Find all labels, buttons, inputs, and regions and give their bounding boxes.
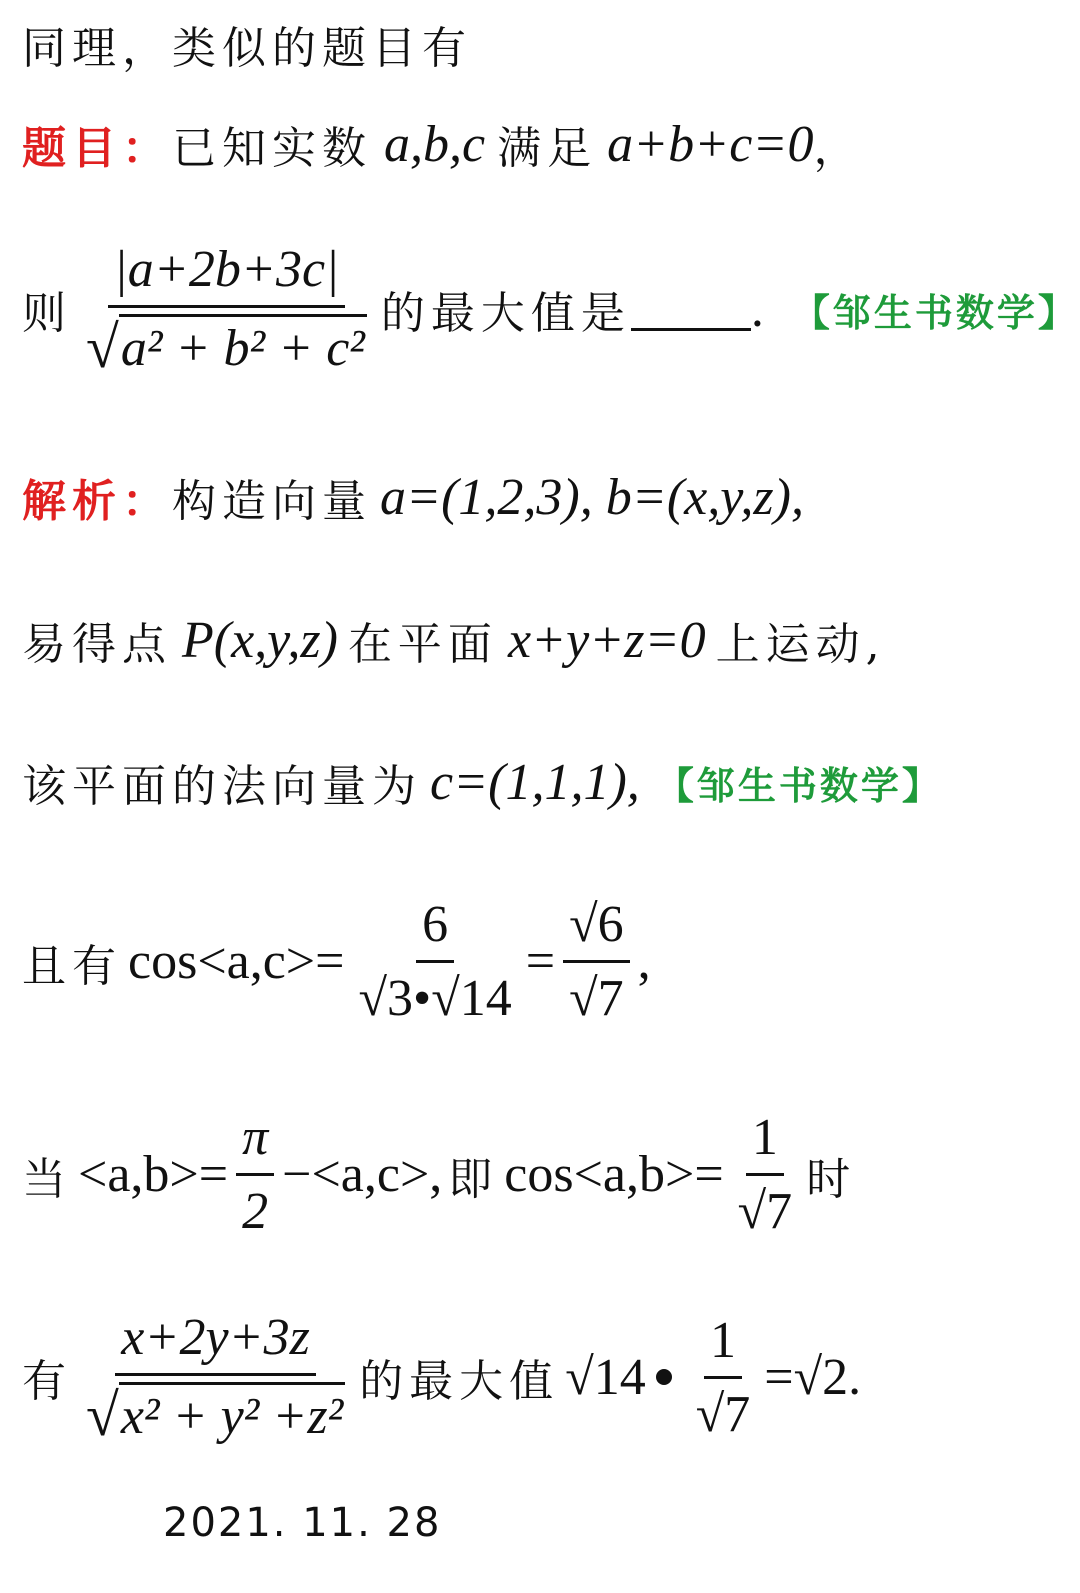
solution-s5-text1: 当 [22, 1153, 72, 1205]
solution-s6-text2: 的最大值 [359, 1356, 560, 1407]
intro-line [22, 12, 472, 76]
solution-s4-fraction-1: $\frac{6}{√3•√14}$ [358, 896, 512, 1027]
solution-label: 解析： [22, 476, 172, 527]
solution-s6-fraction-1: x+2y+3z √ x² + y² +z² [86, 1309, 344, 1449]
problem-line-1 [22, 112, 863, 176]
solution-s4-end: , [637, 933, 651, 990]
problem-line-2 [22, 240, 1079, 381]
solution-s1-math: a=(1,2,3), b=(x,y,z), [380, 468, 804, 526]
solution-s5-minus: −<a,c>, [282, 1146, 443, 1203]
solution-s2-point: P(x,y,z) [182, 611, 338, 669]
problem-period: . [750, 280, 764, 338]
solution-s5-text3: 时 [806, 1153, 857, 1205]
solution-s5-angle: <a,b>= [78, 1146, 229, 1203]
intro-text: 同理，类似的题目有 [22, 23, 472, 74]
solution-s5-text2: 即 [448, 1153, 499, 1205]
solution-line-4 [22, 895, 651, 1028]
solution-line-2 [22, 608, 886, 672]
problem-end: ， [813, 123, 864, 174]
problem-fraction-denominator: √ a² + b² + c² [86, 314, 365, 381]
sqrt-icon: √ [86, 1382, 119, 1449]
brand-tag: 【邹生书数学】 [791, 289, 1079, 335]
solution-s6-result: =√2. [764, 1348, 862, 1406]
problem-fraction-numerator: |a+2b+3c| [108, 240, 346, 308]
problem-cond-text: 满足 [497, 123, 598, 174]
solution-line-6 [22, 1308, 862, 1449]
solution-s4-eq: = [525, 933, 556, 990]
solution-s4-fraction-2: $\frac{√6}{√7}$ [563, 895, 630, 1028]
solution-s4-text: 且有 [22, 940, 122, 992]
answer-blank [631, 288, 751, 331]
solution-s4-cos: cos<a,c>= [128, 933, 345, 990]
solution-s2-plane: x+y+z=0 [507, 611, 706, 669]
solution-s1-text: 构造向量 [172, 476, 372, 527]
solution-s2-text1: 易得点 [22, 619, 172, 670]
problem-ze: 则 [22, 288, 72, 339]
problem-condition: a+b+c=0 [607, 115, 814, 173]
date-stamp: 2021. 11. 28 [163, 1500, 442, 1546]
problem-vars: a,b,c [384, 115, 486, 173]
problem-ask: 的最大值是 [380, 288, 631, 339]
solution-s6-text1: 有 [22, 1356, 72, 1407]
dot-icon [656, 1369, 672, 1385]
solution-s2-text2: 在平面 [347, 619, 498, 670]
solution-s3-math: c=(1,1,1), [430, 753, 640, 811]
problem-label: 题目： [22, 123, 172, 174]
solution-s5-cos: cos<a,b>= [504, 1146, 724, 1203]
solution-line-1 [22, 465, 804, 529]
solution-s2-text3: 上运动, [715, 619, 886, 670]
solution-s6-sqrt14: √14 [565, 1348, 646, 1406]
problem-text: 已知实数 [172, 123, 372, 174]
solution-s5-fraction-2: $\frac{1}{√7}$ [737, 1109, 793, 1240]
solution-s6-fraction-2: $\frac{1}{√7}$ [695, 1311, 751, 1443]
solution-line-5 [22, 1108, 856, 1241]
problem-fraction [80, 240, 373, 381]
sqrt-icon: √ [86, 314, 119, 381]
solution-s3-text: 该平面的法向量为 [22, 761, 422, 812]
solution-s5-fraction-1: $\frac{\pi}{2}$ [236, 1108, 274, 1241]
brand-tag-2: 【邹生书数学】 [655, 762, 943, 808]
solution-line-3 [22, 750, 943, 814]
